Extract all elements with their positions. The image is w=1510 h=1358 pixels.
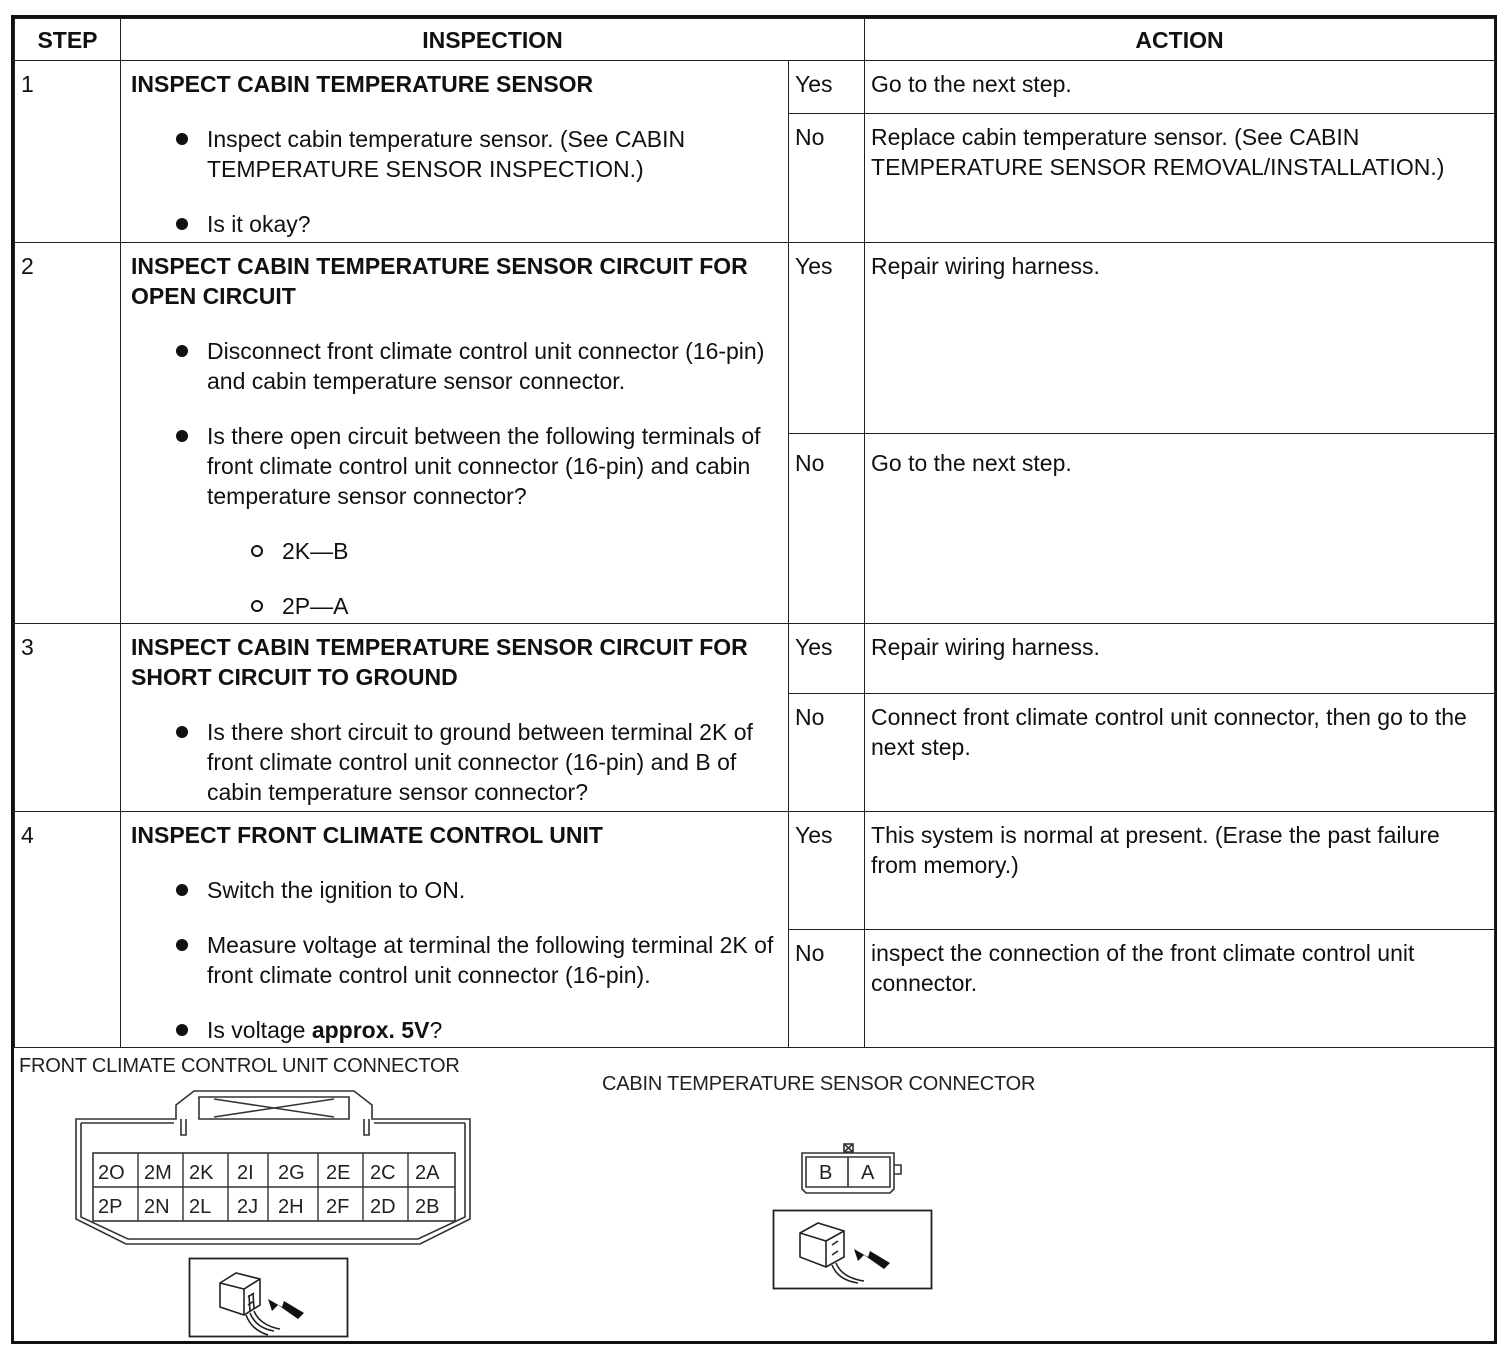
step-number: 3 <box>15 624 121 812</box>
no-label: No <box>789 434 865 624</box>
voltage-value: approx. 5V <box>311 1017 430 1043</box>
step-inspection <box>121 243 789 624</box>
no-action: inspect the connection of the front climate control unit connector. <box>865 930 1495 1048</box>
terminal-label: 2H <box>278 1196 304 1218</box>
yes-label: Yes <box>789 243 865 434</box>
inspection-bullet: Switch the ignition to ON. <box>131 875 780 905</box>
diagnostic-table <box>14 18 1495 1048</box>
harness-side-view-icon <box>772 1209 934 1291</box>
terminal-label: 2J <box>237 1196 259 1218</box>
bullet-text: Is voltage <box>207 1017 312 1043</box>
inspection-bullet <box>131 1015 780 1045</box>
terminal-label: 2D <box>370 1196 396 1218</box>
yes-action: Repair wiring harness. <box>865 243 1495 434</box>
yes-action: Go to the next step. <box>865 61 1495 114</box>
step-1-yes-row <box>15 61 1495 114</box>
terminal-label: 2I <box>237 1162 254 1184</box>
step-number: 2 <box>15 243 121 624</box>
inspection-bullet: Inspect cabin temperature sensor. (See CABIN TEMPERATURE SENSOR INSPECTION.) <box>131 124 780 184</box>
no-action: Connect front climate control unit connector, then go to the next step. <box>865 694 1495 812</box>
header-row <box>15 19 1495 61</box>
inspection-bullet: Measure voltage at terminal the following terminal 2K of front climate control unit connector (16-pin). <box>131 930 780 990</box>
terminal-label: 2M <box>144 1162 172 1184</box>
terminal-label: 2L <box>189 1196 212 1218</box>
no-label: No <box>789 694 865 812</box>
terminal-label: 2N <box>144 1196 170 1218</box>
inspection-bullet: Is there short circuit to ground between terminal 2K of front climate control unit connector (16-pin) and B of cabin temperature sensor connector? <box>131 717 780 807</box>
step-title: INSPECT CABIN TEMPERATURE SENSOR <box>131 71 594 97</box>
terminal-label: 2G <box>278 1162 305 1184</box>
step-number: 1 <box>15 61 121 243</box>
yes-label: Yes <box>789 812 865 930</box>
yes-label: Yes <box>789 624 865 694</box>
terminal-label: 2K <box>189 1162 214 1184</box>
terminal-label: B <box>819 1162 833 1184</box>
yes-label: Yes <box>789 61 865 114</box>
terminal-label: 2A <box>415 1162 440 1184</box>
step-title: INSPECT FRONT CLIMATE CONTROL UNIT <box>131 822 603 848</box>
step-inspection <box>121 624 789 812</box>
connector-figures <box>14 1049 1494 1341</box>
terminal-label: 2B <box>415 1196 440 1218</box>
step-title: INSPECT CABIN TEMPERATURE SENSOR CIRCUIT FOR SHORT CIRCUIT TO GROUND <box>131 634 748 690</box>
action-header: ACTION <box>865 19 1495 61</box>
no-label: No <box>789 114 865 243</box>
terminal-label: A <box>861 1162 875 1184</box>
step-number: 4 <box>15 812 121 1048</box>
harness-side-view-icon <box>188 1257 350 1339</box>
inspection-header: INSPECTION <box>121 19 865 61</box>
inspection-bullet: Is there open circuit between the following terminals of front climate control unit connector (16-pin) and cabin temperature sensor connector? <box>131 421 780 511</box>
bullet-text: ? <box>429 1017 443 1043</box>
no-label: No <box>789 930 865 1048</box>
step-inspection <box>121 812 789 1048</box>
step-inspection <box>121 61 789 243</box>
no-action: Go to the next step. <box>865 434 1495 624</box>
step-4-yes-row <box>15 812 1495 930</box>
yes-action: This system is normal at present. (Erase the past failure from memory.) <box>865 812 1495 930</box>
front-connector-caption: FRONT CLIMATE CONTROL UNIT CONNECTOR <box>19 1055 460 1077</box>
step-2-yes-row <box>15 243 1495 434</box>
cabin-connector-diagram <box>798 1143 908 1201</box>
terminal-label: 2O <box>98 1162 125 1184</box>
yes-action: Repair wiring harness. <box>865 624 1495 694</box>
terminal-label: 2F <box>326 1196 350 1218</box>
inspection-bullet: Is it okay? <box>131 209 780 239</box>
terminal-pair: 2K—B <box>131 536 780 566</box>
step-title: INSPECT CABIN TEMPERATURE SENSOR CIRCUIT FOR OPEN CIRCUIT <box>131 253 748 309</box>
cabin-connector-caption: CABIN TEMPERATURE SENSOR CONNECTOR <box>602 1073 1036 1095</box>
terminal-label: 2P <box>98 1196 123 1218</box>
inspection-bullet: Disconnect front climate control unit connector (16-pin) and cabin temperature sensor connector. <box>131 336 780 396</box>
step-3-yes-row <box>15 624 1495 694</box>
no-action: Replace cabin temperature sensor. (See CABIN TEMPERATURE SENSOR REMOVAL/INSTALLATION.) <box>865 114 1495 243</box>
terminal-label: 2C <box>370 1162 396 1184</box>
terminal-label: 2E <box>326 1162 351 1184</box>
diagnostic-document <box>11 15 1497 1344</box>
terminal-pair: 2P—A <box>131 591 780 621</box>
step-header: STEP <box>15 19 121 61</box>
